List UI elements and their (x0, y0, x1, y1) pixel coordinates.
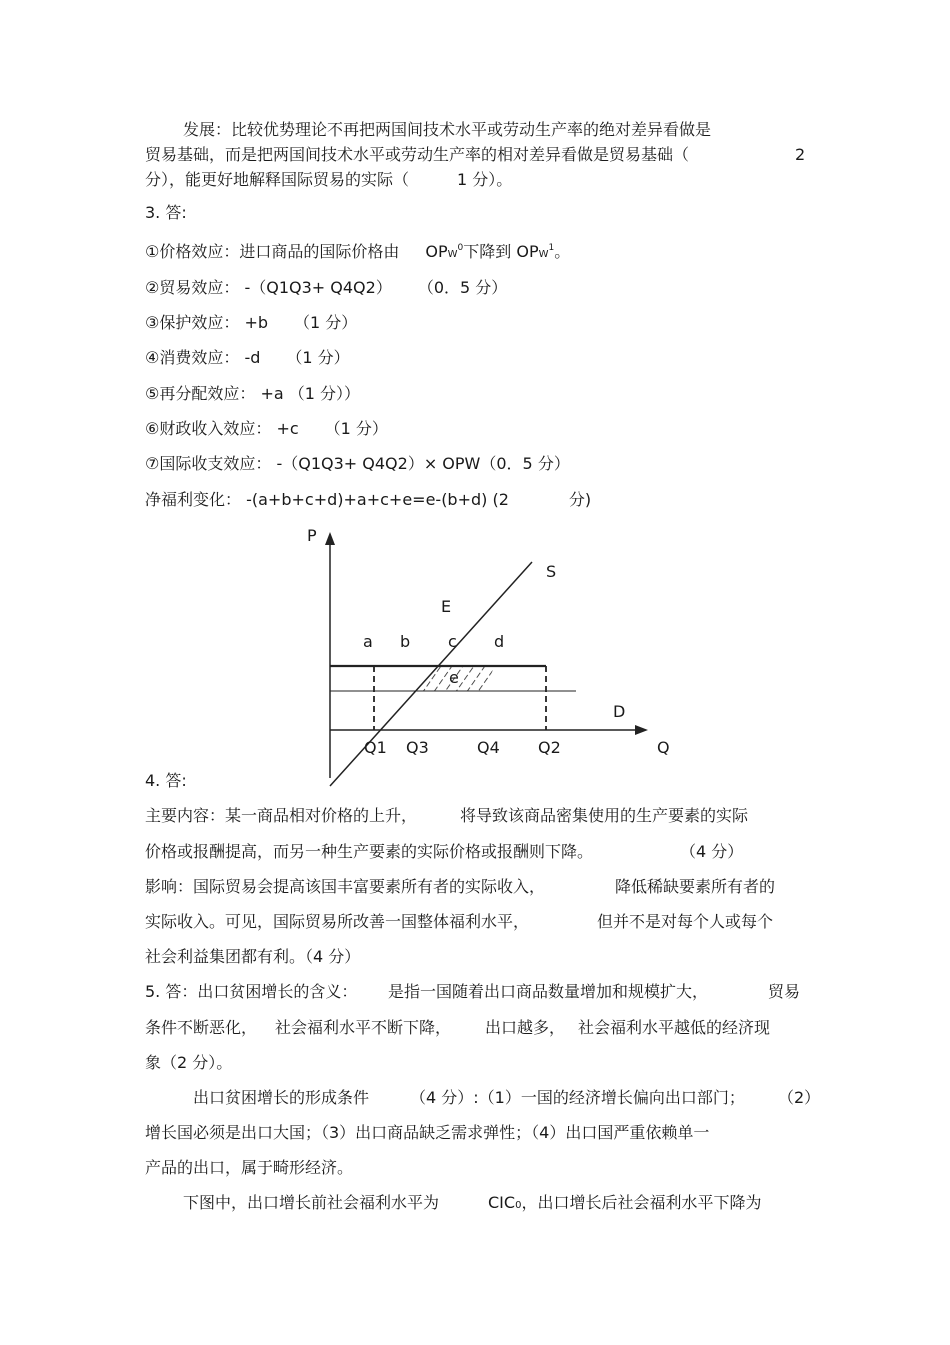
label-s: S (546, 562, 557, 581)
q4-line-1a: 主要内容：某一商品相对价格的上升， (145, 806, 418, 825)
label-q4: Q4 (477, 738, 500, 757)
label-p: P (307, 526, 317, 545)
label-c: c (448, 632, 457, 651)
tariff-diagram (290, 520, 690, 805)
q4-line-3a: 影响：国际贸易会提高该国丰富要素所有者的实际收入， (145, 877, 546, 896)
label-b: b (400, 632, 411, 651)
protect-effect-line: ③保护效应： +b （1 分） (145, 313, 358, 332)
q5-line-1c: 贸易 (768, 982, 801, 1001)
q4-line-4a: 实际收入。可见，国际贸易所改善一国整体福利水平， (145, 912, 530, 931)
q5-line-2c: 出口越多， (485, 1018, 566, 1037)
label-a: a (363, 632, 373, 651)
q5-line-1b: 是指一国随着出口商品数量增加和规模扩大， (388, 982, 709, 1001)
price-mid-text: 下降到 (463, 242, 512, 261)
q4-line-1b: 将导致该商品密集使用的生产要素的实际 (460, 806, 749, 825)
q4-line-2a: 价格或报酬提高，而另一种生产要素的实际价格或报酬则下降。 (145, 842, 594, 861)
dev-line-1: 发展：比较优势理论不再把两国间技术水平或劳动生产率的绝对差异看做是 (183, 120, 712, 139)
label-e-upper: E (441, 597, 452, 616)
consume-effect-line: ④消费效应： -d （1 分） (145, 348, 350, 367)
redistribute-effect-line: ⑤再分配效应： +a （1 分）） (145, 384, 361, 403)
q5-line-1a: 5. 答：出口贫困增长的含义： (145, 982, 358, 1001)
dev-line-2-score: 2 (795, 145, 806, 164)
op-w0: OPW$^0$ (425, 242, 464, 261)
quantity-axis-arrow (635, 725, 648, 735)
q5-line-3: 象（2 分）。 (145, 1053, 233, 1072)
label-d-lower: d (494, 632, 505, 651)
dev-line-3a: 分），能更好地解释国际贸易的实际（ (145, 170, 410, 189)
q5-line-6: 产品的出口，属于畸形经济。 (145, 1158, 354, 1177)
net-welfare-line: 净福利变化： -(a+b+c+d)+a+c+e=e-(b+d) (2 分) (145, 490, 592, 509)
q4-heading: 4. 答: (145, 771, 187, 790)
q3-heading: 3. 答: (145, 203, 187, 222)
q4-line-2b: （4 分） (680, 842, 744, 861)
q5-line-4b: （4 分）:（1）一国的经济增长偏向出口部门； (410, 1088, 745, 1107)
q5-line-4c: （2） (778, 1088, 821, 1107)
price-effect-line: ①价格效应：进口商品的国际价格由 OPW$^0$下降到 OPW$^1$。 (145, 242, 571, 261)
label-q1: Q1 (364, 738, 387, 757)
q5-line-2d: 社会福利水平越低的经济现 (578, 1018, 771, 1037)
op-w1: OPW$^1$ (516, 242, 555, 261)
q4-line-3b: 降低稀缺要素所有者的 (615, 877, 776, 896)
label-q2: Q2 (538, 738, 561, 757)
label-d-curve: D (613, 702, 626, 721)
q5-line-5: 增长国必须是出口大国；（3）出口商品缺乏需求弹性；（4）出口国严重依赖单一 (145, 1123, 710, 1142)
q5-line-2a: 条件不断恶化， (145, 1018, 258, 1037)
q4-line-5: 社会利益集团都有利。（4 分） (145, 947, 361, 966)
label-q3: Q3 (406, 738, 429, 757)
q4-line-4b: 但并不是对每个人或每个 (597, 912, 774, 931)
dev-line-3b: 1 分）。 (457, 170, 513, 189)
q5-line-7b: CIC0，出口增长后社会福利水平下降为 (488, 1193, 762, 1212)
dev-line-2: 贸易基础，而是把两国间技术水平或劳动生产率的相对差异看做是贸易基础（ (145, 145, 690, 164)
fiscal-effect-line: ⑥财政收入效应： +c （1 分） (145, 419, 388, 438)
q5-line-4a: 出口贫困增长的形成条件 (193, 1088, 370, 1107)
price-effect-text: ①价格效应：进口商品的国际价格由 (145, 242, 400, 261)
label-q: Q (657, 738, 670, 757)
label-e-lower: e (449, 668, 459, 687)
bop-effect-line: ⑦国际收支效应： -（Q1Q3+ Q4Q2）× OPW（0．5 分） (145, 454, 570, 473)
price-axis-arrow (325, 532, 335, 545)
trade-effect-line: ②贸易效应： -（Q1Q3+ Q4Q2） （0．5 分） (145, 278, 508, 297)
q5-line-7a: 下图中，出口增长前社会福利水平为 (183, 1193, 440, 1212)
q5-line-2b: 社会福利水平不断下降， (275, 1018, 452, 1037)
